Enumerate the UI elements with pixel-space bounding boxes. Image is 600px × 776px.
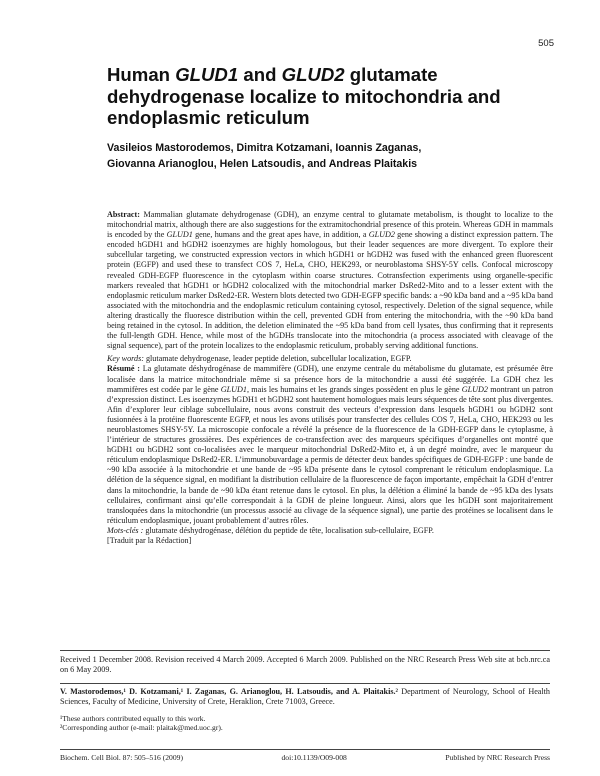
page-number: 505 bbox=[538, 38, 554, 49]
abstract-label: Abstract: bbox=[107, 210, 140, 219]
resume-text: , mais les humains et les grands singes possèdent en plus le gène bbox=[246, 384, 462, 394]
publisher: Published by NRC Research Press bbox=[445, 753, 550, 762]
doi: doi:10.1139/O09-008 bbox=[281, 753, 347, 762]
divider bbox=[60, 683, 550, 684]
journal-citation: Biochem. Cell Biol. 87: 505–516 (2009) bbox=[60, 753, 183, 762]
title-part: and bbox=[238, 64, 282, 85]
affiliation bbox=[60, 687, 550, 707]
abstract-text: gene showing a distinct expression pattern. The encoded hGDH1 and hGDH2 isoenzymes are highly homologous, but their leader sequences are more divergent. To explore their subcellular targeting, we constructed expression vectors in which hGDH1 or hGDH2 was fused with the enhanced green fluorescent protein (EGFP) and used these to transfect COS 7, HeLa, CHO, HEK293, or neuroblastoma SHSY-5Y cells. Confocal microscopy revealed GDH-EGFP fluorescence in the cytoplasm within coarse structures. Cotransfection experiments using organelle-specific markers revealed that hGDH1 or hGDH2 colocalized with the mitochondrial marker DsRed2-Mito and to a lesser extent with the endoplasmic reticulum marker DsRed2-ER. Western blots detected two GDH-EGFP specific bands: a ~90 kDa band and a ~95 kDa band associated with the mitochondria and the endoplasmic reticulum containing cytosol, respectively. Deletion of the signal sequence, while altering drastically the fluoresce distribution within the cell, prevented GDH from entering the mitochondria, with the ~90 kDa band being retained in the cytosol. In addition, the deletion eliminated the ~95 kDa band from cell lysates, thus confirming that it represents the full-length GDH. Hence, while most of the hGDHs translocate into the mitochondria (a process associated with cleavage of the signal sequence), part of the protein localizes to the endoplasmic reticulum, probably serving additional functions. bbox=[107, 230, 553, 351]
divider bbox=[60, 650, 550, 651]
resume-label: Résumé : bbox=[107, 364, 140, 374]
article-title bbox=[107, 64, 547, 129]
footnotes bbox=[60, 714, 550, 733]
abstract-paragraph bbox=[107, 210, 553, 351]
keywords bbox=[107, 354, 553, 364]
resume-paragraph bbox=[107, 364, 553, 526]
title-part: Human bbox=[107, 64, 176, 85]
affiliation-text: Department of Neurology, School of Health Sciences, Faculty of Medicine, University of Crete, Heraklion, Crete 71003, Greece. bbox=[60, 687, 550, 707]
abstract-section bbox=[107, 210, 553, 546]
footnote-2: ²Corresponding author (e-mail: plaitak@med.uoc.gr). bbox=[60, 723, 223, 733]
resume-text: montrant un patron d’expression distinct. Les isoenzymes hGDH1 et hGDH2 sont hautement homologues mais leurs séquences de tête sont plus divergentes. Afin d’explorer leur ciblage subcellulaire, nous avons construit des vecteurs d’expression dans lesquels hGDH1 ou hGDH2 sont fusionnées à la protéine fluorescente EGFP, et nous les avons utilisés pour transfecter des cellules COS 7, HeLa, CHO, HEK293 ou les neuroblastomes SHSY-5Y. La microscopie confocale a révélé la présence de la fluorescence de la GDH-EGFP dans le cytoplasme, à l’intérieur de structures grossières. Des expériences de co-transfection avec des marqueurs spécifiques d’organelles ont montré que hGDH1 ou hGDH2 sont co-localisées avec le marqueur mitochondrial DsRed2-Mito et, à un degré moindre, avec le marqueur du réticulum endoplasmique DsRed2-ER. L’immunobuvardage a permis de détecter deux bandes spécifiques de GDH-EGFP : une bande de ~90 kDa associée à la mitochondrie et une bande de ~95 kDa présente dans le cytosol comprenant le réticulum endoplasmique. La délétion de la séquence signal, en modifiant la distribution cellulaire de la fluorescence de façon importante, empêchait la GDH d’entrer dans la mitochondrie, la bande de ~90 kDa étant retenue dans le cytosol. En plus, la délétion a éliminé la bande de ~95 kDa des lysats cellulaires, confirmant ainsi qu’elle correspondait à la GDH de pleine longueur. Ainsi, alors que les hGDH sont majoritairement transloquées dans la mitochondrie (un processus associé au clivage de la séquence signal), une partie des protéines se localisent dans le réticulum endoplasmique, jouant probablement d’autres rôles. bbox=[107, 384, 554, 525]
resume-gene: GLUD1 bbox=[220, 384, 247, 394]
resume-gene: GLUD2 bbox=[461, 384, 488, 394]
affiliation-names: V. Mastorodemos,¹ D. Kotzamani,¹ I. Zaganas, G. Arianoglou, H. Latsoudis, and A. Plaitakis.² bbox=[60, 687, 398, 696]
keywords-text: glutamate dehydrogenase, leader peptide deletion, subcellular localization, EGFP. bbox=[143, 354, 412, 364]
mots-cles-text: glutamate déshydrogénase, délétion du peptide de tête, localisation sub-cellulaire, EGFP. bbox=[143, 525, 434, 535]
footnote-1: ¹These authors contributed equally to this work. bbox=[60, 714, 206, 723]
divider bbox=[60, 749, 550, 750]
abstract-gene: GLUD1 bbox=[166, 230, 193, 240]
mots-cles bbox=[107, 526, 553, 536]
title-gene-glud2: GLUD2 bbox=[281, 64, 345, 85]
title-part: glutamate dehydrogenase localize to mitochondria and endoplasmic reticulum bbox=[107, 64, 501, 128]
abstract-text: gene, humans and the great apes have, in addition, a bbox=[192, 230, 369, 240]
abstract-gene: GLUD2 bbox=[368, 230, 395, 240]
author-line-2: Giovanna Arianoglou, Helen Latsoudis, and Andreas Plaitakis bbox=[107, 157, 418, 170]
title-gene-glud1: GLUD1 bbox=[175, 64, 239, 85]
author-list bbox=[107, 141, 547, 172]
mots-cles-label: Mots-clés : bbox=[107, 525, 144, 535]
abstract-text: Mammalian glutamate dehydrogenase (GDH), an enzyme central to glutamate metabolism, is thought to localize to the mitochondrial matrix, although there are also suggestions for the extramitochondrial presence of this protein. Whereas GDH in mammals is encoded by the bbox=[107, 210, 553, 240]
keywords-label: Key words: bbox=[107, 354, 144, 364]
author-line-1: Vasileios Mastorodemos, Dimitra Kotzamani, Ioannis Zaganas, bbox=[107, 142, 422, 154]
translation-note: [Traduit par la Rédaction] bbox=[107, 536, 192, 545]
page-footer bbox=[60, 753, 550, 762]
resume-text: La glutamate déshydrogénase de mammifère (GDH), une enzyme centrale du métabolisme du glutamate, est présumée être localisée dans la matrice mitochondriale même si sa présence hors de la mitochondrie a aussi été suggérée. La GDH chez les mammifères est codée par le gène bbox=[107, 364, 553, 394]
received-dates: Received 1 December 2008. Revision received 4 March 2009. Accepted 6 March 2009. Published on the NRC Research Press Web site at bcb.nrc.ca on 6 May 2009. bbox=[60, 655, 550, 675]
